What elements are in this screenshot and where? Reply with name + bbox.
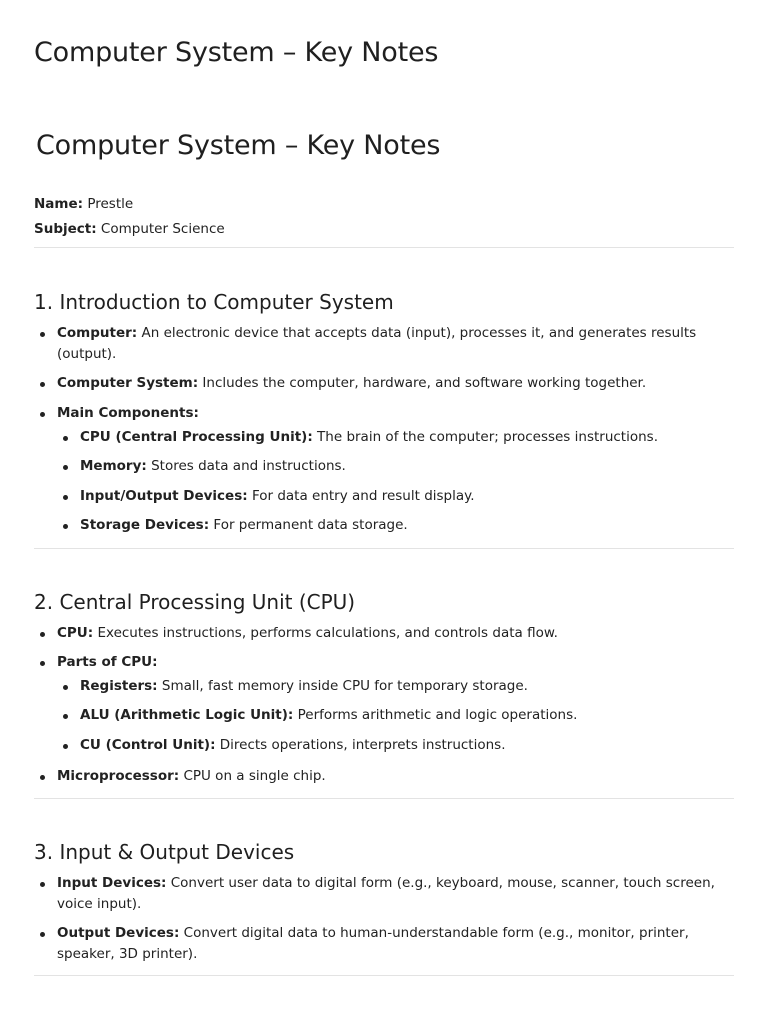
section-cpu <box>34 588 734 799</box>
item-term: Computer System: <box>57 375 199 391</box>
document-body <box>34 126 734 976</box>
section-title: 3. Input & Output Devices <box>34 840 295 864</box>
item-term: CPU: <box>57 625 94 641</box>
name-line <box>34 192 734 217</box>
item-text: Small, fast memory inside CPU for temporary storage. <box>157 678 528 694</box>
sub-list-item <box>57 486 734 507</box>
subject-line <box>34 217 734 242</box>
item-text: Includes the computer, hardware, and software working together. <box>198 375 647 391</box>
item-text: Directs operations, interprets instructions. <box>215 737 506 753</box>
item-text: CPU on a single chip. <box>179 768 326 784</box>
item-text: Convert digital data to human-understandable form (e.g., monitor, printer, speaker, 3D printer). <box>57 925 689 962</box>
bullet-icon <box>63 465 68 470</box>
page-title: Computer System – Key Notes <box>36 130 441 161</box>
sub-list-item <box>57 515 734 536</box>
item-term: ALU (Arithmetic Logic Unit): <box>80 707 294 723</box>
item-term: Computer: <box>57 325 138 341</box>
subject-label: Subject: <box>34 221 97 237</box>
item-text: Stores data and instructions. <box>146 458 346 474</box>
sub-list-item <box>57 705 734 726</box>
section-introduction <box>34 288 734 549</box>
item-term: Input/Output Devices: <box>80 488 248 504</box>
bullet-icon <box>63 744 68 749</box>
item-term: Parts of CPU: <box>57 654 158 670</box>
window-title: Computer System – Key Notes <box>34 37 439 68</box>
bullet-icon <box>63 436 68 441</box>
item-text: Executes instructions, performs calculations, and controls data flow. <box>93 625 558 641</box>
section-input-output <box>34 838 734 976</box>
sub-list-item <box>57 427 734 448</box>
item-term: Storage Devices: <box>80 517 210 533</box>
item-term: CU (Control Unit): <box>80 737 216 753</box>
bullet-icon <box>40 382 45 387</box>
item-term: Registers: <box>80 678 158 694</box>
name-label: Name: <box>34 196 84 212</box>
item-term: Microprocessor: <box>57 768 180 784</box>
list-item <box>34 403 734 536</box>
sub-list-item <box>57 676 734 697</box>
bullet-icon <box>63 495 68 500</box>
subject-value: Computer Science <box>96 221 225 237</box>
item-term: Main Components: <box>57 405 199 421</box>
bullet-icon <box>63 524 68 529</box>
item-term: Input Devices: <box>57 875 167 891</box>
item-term: Output Devices: <box>57 925 180 941</box>
section-title: 1. Introduction to Computer System <box>34 290 394 314</box>
item-text: An electronic device that accepts data (input), processes it, and generates results (output). <box>57 325 697 362</box>
bullet-icon <box>40 412 45 417</box>
divider <box>34 548 734 549</box>
bullet-icon <box>40 661 45 666</box>
divider <box>34 798 734 799</box>
divider <box>34 247 734 248</box>
item-term: Memory: <box>80 458 147 474</box>
list-item <box>34 623 734 644</box>
meta-block <box>34 192 734 242</box>
item-text: Convert user data to digital form (e.g., keyboard, mouse, scanner, touch screen, voice input). <box>57 875 715 912</box>
list-item <box>34 873 734 915</box>
bullet-icon <box>63 685 68 690</box>
item-text: Performs arithmetic and logic operations. <box>293 707 578 723</box>
bullet-icon <box>40 775 45 780</box>
item-text: For data entry and result display. <box>247 488 475 504</box>
bullet-icon <box>40 932 45 937</box>
item-term: CPU (Central Processing Unit): <box>80 429 313 445</box>
divider <box>34 975 734 976</box>
item-text: For permanent data storage. <box>209 517 408 533</box>
list-item <box>34 373 734 394</box>
sub-list-item <box>57 735 734 756</box>
item-text: The brain of the computer; processes instructions. <box>312 429 658 445</box>
bullet-icon <box>40 882 45 887</box>
sub-list-item <box>57 456 734 477</box>
list-item <box>34 923 734 965</box>
list-item <box>34 766 734 787</box>
name-value: Prestle <box>83 196 134 212</box>
bullet-icon <box>40 632 45 637</box>
list-item <box>34 652 734 756</box>
bullet-icon <box>40 332 45 337</box>
section-title: 2. Central Processing Unit (CPU) <box>34 590 356 614</box>
list-item <box>34 323 734 365</box>
bullet-icon <box>63 714 68 719</box>
